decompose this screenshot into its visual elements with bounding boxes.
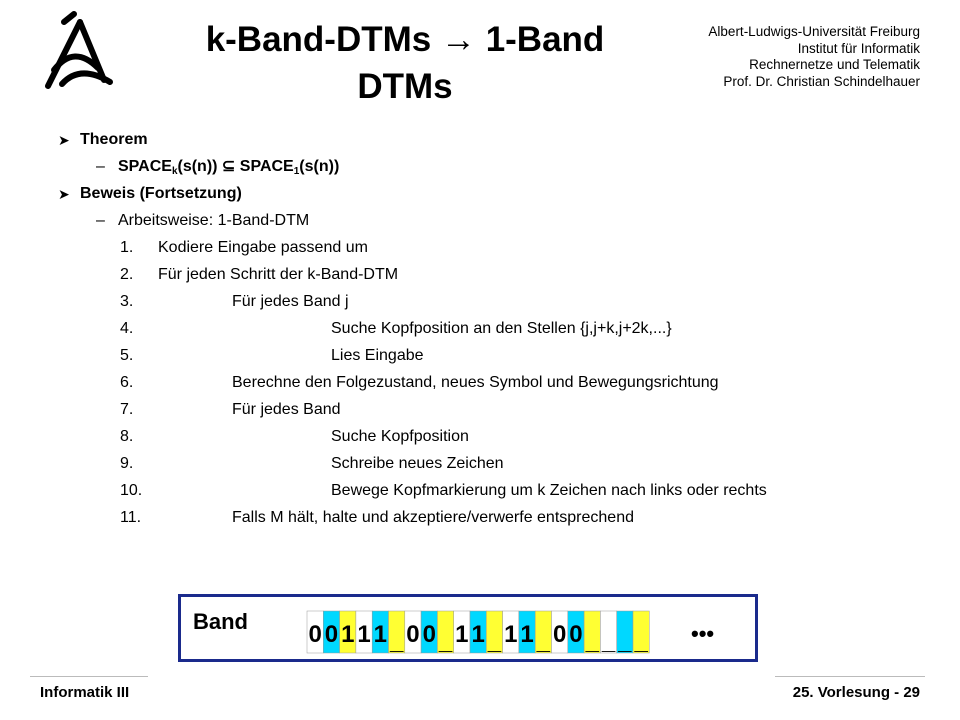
step-text: Für jedes Band j <box>232 293 349 310</box>
step-text: Falls M hält, halte und akzeptiere/verwerfe entsprechend <box>232 509 634 526</box>
tape-label: Band <box>193 609 248 634</box>
step-number: 8. <box>120 428 134 445</box>
tape-symbol: _ <box>634 628 648 655</box>
tape-symbol: 0 <box>569 621 583 648</box>
tape-symbol: 0 <box>422 621 436 648</box>
step-number: 10. <box>120 482 143 499</box>
tape-symbol: 0 <box>406 621 420 648</box>
step-text: Für jeden Schritt der k-Band-DTM <box>158 266 399 283</box>
affiliation-group: Rechnernetze und Telematik <box>749 57 920 72</box>
step-number: 3. <box>120 293 134 310</box>
step-text: Schreibe neues Zeichen <box>331 455 504 472</box>
step-number: 7. <box>120 401 134 418</box>
footer-course: Informatik III <box>40 684 130 701</box>
step-text: Kodiere Eingabe passend um <box>158 239 368 256</box>
tape-symbol: _ <box>585 628 599 655</box>
footer-lecture-page: 25. Vorlesung - 29 <box>792 684 920 701</box>
affiliation-block <box>620 24 920 90</box>
step-number: 11. <box>120 509 142 526</box>
step-number: 4. <box>120 320 134 337</box>
tape-graphic <box>181 597 755 659</box>
tape-symbol: _ <box>601 628 616 655</box>
tape-symbol: _ <box>389 628 404 655</box>
tape-symbol: _ <box>536 628 551 655</box>
ellipsis-icon: ••• <box>691 621 715 646</box>
step-number: 2. <box>120 266 134 283</box>
tape-symbol: 0 <box>552 621 567 648</box>
tape-symbol: _ <box>618 628 632 655</box>
tape-symbol: 1 <box>471 621 485 648</box>
affiliation-institute: Institut für Informatik <box>797 40 920 56</box>
affiliation-professor: Prof. Dr. Christian Schindelhauer <box>723 73 920 89</box>
step-text: Suche Kopfposition an den Stellen {j,j+k,j+2k,...} <box>331 320 672 337</box>
tape-symbol: 1 <box>520 621 534 648</box>
footer-divider-right <box>775 676 925 677</box>
tape-symbol: 1 <box>341 621 355 648</box>
affiliation-university: Albert-Ludwigs-Universität Freiburg <box>708 24 920 39</box>
tape-symbol: 1 <box>455 621 469 648</box>
step-text: Berechne den Folgezustand, neues Symbol und Bewegungsrichtung <box>232 374 719 391</box>
tape-symbol: 0 <box>324 621 339 648</box>
tape-symbol: 1 <box>504 621 518 648</box>
step-text: Lies Eingabe <box>331 347 424 364</box>
university-logo-icon <box>40 10 120 94</box>
slide-title <box>175 16 635 110</box>
arrow-bullet-icon: ➤ <box>58 186 70 202</box>
step-text: Für jedes Band <box>232 401 341 418</box>
arrow-bullet-icon: ➤ <box>58 132 70 148</box>
tape-symbol: 1 <box>357 621 371 648</box>
step-text: Bewege Kopfmarkierung um k Zeichen nach links oder rechts <box>331 482 767 499</box>
title-line-1: k-Band-DTMs → 1-Band <box>205 20 605 59</box>
step-number: 5. <box>120 347 134 364</box>
step-number: 6. <box>120 374 134 391</box>
title-line-2: DTMs <box>357 67 453 106</box>
tape-symbol: 0 <box>308 621 322 648</box>
tape-symbol: 1 <box>373 621 388 648</box>
tape-symbol: _ <box>487 628 502 655</box>
tape-symbol: _ <box>438 628 453 655</box>
step-text: Suche Kopfposition <box>331 428 469 445</box>
step-number: 9. <box>120 455 134 472</box>
footer-divider-left <box>30 676 148 677</box>
tape-diagram <box>178 594 758 662</box>
step-number: 1. <box>120 239 134 256</box>
